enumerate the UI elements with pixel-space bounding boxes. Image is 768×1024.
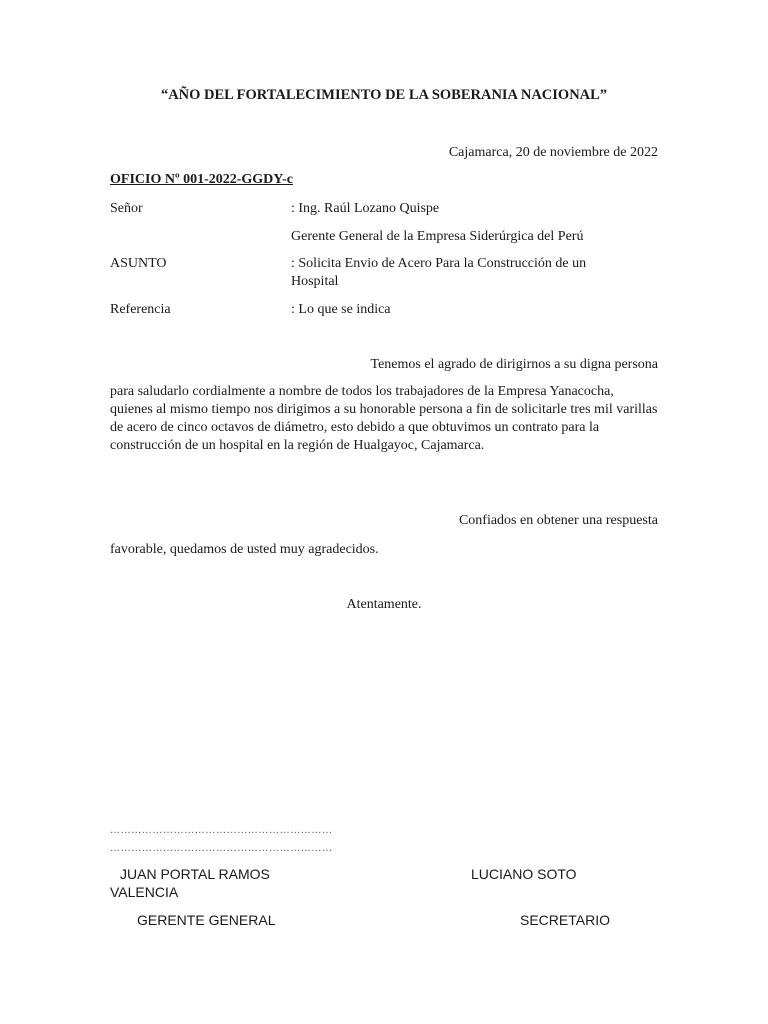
- senor-label: Señor: [110, 201, 143, 216]
- paragraph-1-body: para saludarlo cordialmente a nombre de todos los trabajadores de la Empresa Yanacocha, quienes al mismo tiempo nos dirigimos a su honorable persona a fin de solicitarle tres mil varillas de acero de cinco octavos de diámetro, esto debido a que obtuvimos un contrato para la construcción de un hospital en la región de Hualgayoc, Cajamarca.: [110, 384, 658, 453]
- closing-text: Atentamente.: [346, 597, 422, 612]
- senor-position: Gerente General de la Empresa Siderúrgica del Perú: [291, 229, 584, 244]
- signer-name-1: JUAN PORTAL RAMOS: [120, 866, 270, 882]
- oficio-number: OFICIO Nº 001-2022-GGDY-c: [110, 172, 293, 187]
- senor-value: : Ing. Raúl Lozano Quispe: [291, 201, 440, 216]
- signature-dots-line-2: ………………………………………………………: [110, 843, 333, 854]
- document-header-title: “AÑO DEL FORTALECIMIENTO DE LA SOBERANIA NACIONAL”: [160, 87, 608, 103]
- date-line: Cajamarca, 20 de noviembre de 2022: [448, 145, 658, 160]
- paragraph-1-start: Tenemos el agrado de dirigirnos a su digna persona: [370, 357, 658, 372]
- signer-name-2: LUCIANO SOTO: [471, 866, 577, 882]
- paragraph-2-start: Confiados en obtener una respuesta: [458, 513, 658, 528]
- referencia-value: : Lo que se indica: [291, 302, 391, 317]
- asunto-value: : Solicita Envio de Acero Para la Construcción de un Hospital: [291, 256, 587, 289]
- referencia-label: Referencia: [110, 302, 171, 317]
- signature-dots-line-1: ………………………………………………………: [110, 825, 333, 836]
- signer-role-2: SECRETARIO: [520, 912, 610, 928]
- asunto-label: ASUNTO: [110, 256, 167, 271]
- signer-name-2-continued: VALENCIA: [110, 884, 179, 900]
- signer-role-1: GERENTE GENERAL: [137, 912, 276, 928]
- paragraph-2-body: favorable, quedamos de usted muy agradecidos.: [110, 542, 379, 557]
